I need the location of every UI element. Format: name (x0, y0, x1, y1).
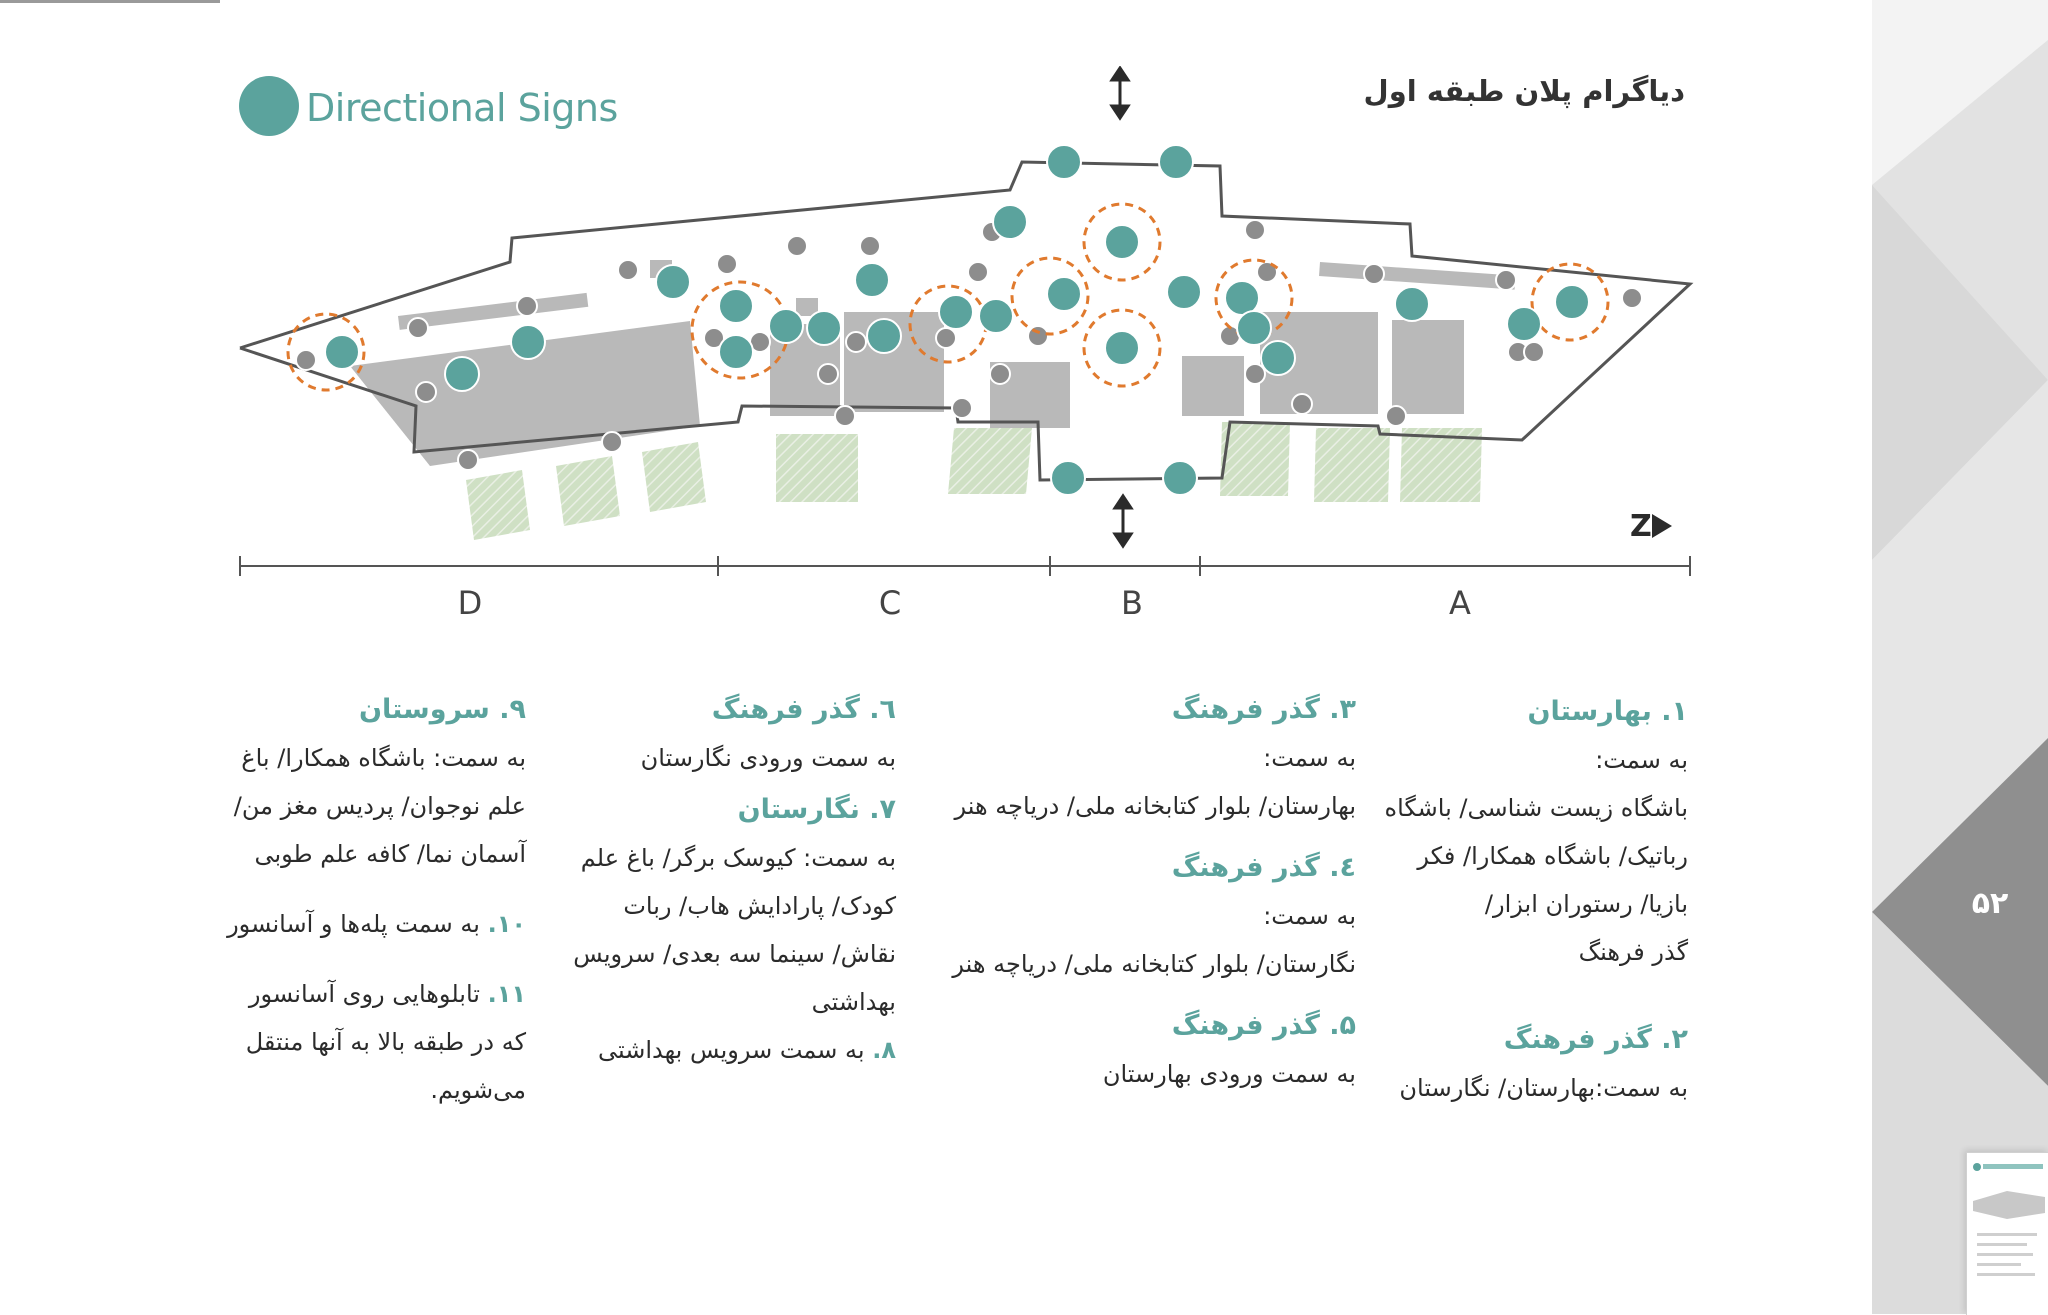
sign-9-title: ۹. سروستان (358, 694, 526, 725)
sign-7-line: کودک/ پارادایش هاب/ ربات (623, 892, 896, 920)
zone-label-a: A (1449, 584, 1471, 622)
sign-3-line: بهارستان/ بلوار کتابخانه ملی/ دریاچه هنر (954, 792, 1356, 820)
north-arrow-icon (1630, 509, 1672, 544)
page-thumbnail[interactable] (1966, 1152, 2048, 1315)
zone-scale (240, 556, 1690, 576)
side-decoration (1872, 0, 2048, 1314)
zone-label-d: D (457, 584, 483, 622)
legend-col-2 (916, 686, 1356, 1098)
sign-6-line: به سمت ورودی نگارستان (640, 744, 896, 772)
sign-11-text (196, 970, 526, 1018)
sign-8-text (556, 1026, 896, 1074)
plan-title: دیاگرام پلان طبقه اول (1363, 74, 1685, 108)
sign-6-title: ٦. گذر فرهنگ (711, 694, 896, 725)
sign-9-line: علم نوجوان/ پردیس مغز من/ (233, 792, 526, 820)
sign-7-line: نقاش/ سینما سه بعدی/ سرویس (573, 940, 896, 968)
centre-passage (1025, 168, 1215, 478)
zone-label-c: C (878, 584, 902, 622)
sign-1-line: رباتیک/ باشگاه همکارا/ فکر (1417, 842, 1688, 870)
sign-1-title: ۱. بهارستان (1527, 696, 1688, 727)
sign-10-number: ۱۰. (487, 910, 526, 938)
svg-text:Z: Z (1630, 509, 1652, 544)
sign-11-line: می‌شویم. (430, 1076, 526, 1104)
sign-5-title: ۵. گذر فرهنگ (1171, 1010, 1356, 1041)
sign-1-line: باشگاه زیست شناسی/ باشگاه (1384, 794, 1688, 822)
sign-1-line: به سمت: (1595, 746, 1688, 774)
sign-7-line: به سمت: کیوسک برگر/ باغ علم (580, 844, 896, 872)
sign-8-number: ۸. (872, 1036, 896, 1064)
sign-5-line: به سمت ورودی بهارستان (1102, 1060, 1356, 1088)
sign-9-line: به سمت: باشگاه همکارا/ باغ (241, 744, 526, 772)
top-rule (0, 0, 220, 3)
page-number: ۵۲ (1971, 886, 2009, 921)
sign-4-title: ٤. گذر فرهنگ (1171, 852, 1356, 883)
legend-col-1 (1348, 688, 1688, 1112)
sign-11-line: که در طبقه بالا به آنها منتقل (245, 1028, 526, 1056)
sign-7-title: ۷. نگارستان (737, 794, 896, 825)
legend-col-3 (556, 686, 896, 1074)
sign-2-line: به سمت:بهارستان/ نگارستان (1399, 1074, 1688, 1102)
sign-3-title: ۳. گذر فرهنگ (1171, 694, 1356, 725)
sign-9-line: آسمان نما/ کافه علم طوبی (254, 840, 526, 868)
sign-1-line: بازیا/ رستوران ابزار/ (1484, 890, 1688, 918)
zone-label-b: B (1121, 584, 1143, 622)
sign-7-line: بهداشتی (811, 988, 896, 1016)
sign-10-text (196, 900, 526, 948)
sign-11-number: ۱۱. (487, 980, 526, 1008)
floor-plan (230, 66, 1700, 626)
sign-4-line: نگارستان/ بلوار کتابخانه ملی/ دریاچه هنر (952, 950, 1356, 978)
sign-3-line: به سمت: (1263, 744, 1356, 772)
sign-10-line: به سمت پله‌ها و آسانسور (227, 910, 480, 938)
entry-arrows (1112, 68, 1131, 546)
sign-8-line: به سمت سرویس بهداشتی (598, 1036, 865, 1064)
sign-4-line: به سمت: (1263, 902, 1356, 930)
sign-2-title: ۲. گذر فرهنگ (1503, 1024, 1688, 1055)
sign-11-line: تابلوهایی روی آسانسور (248, 980, 480, 1008)
page-title: Directional Signs (306, 86, 618, 130)
sign-1-line: گذر فرهنگ (1578, 938, 1688, 966)
legend-col-4 (196, 686, 526, 1114)
